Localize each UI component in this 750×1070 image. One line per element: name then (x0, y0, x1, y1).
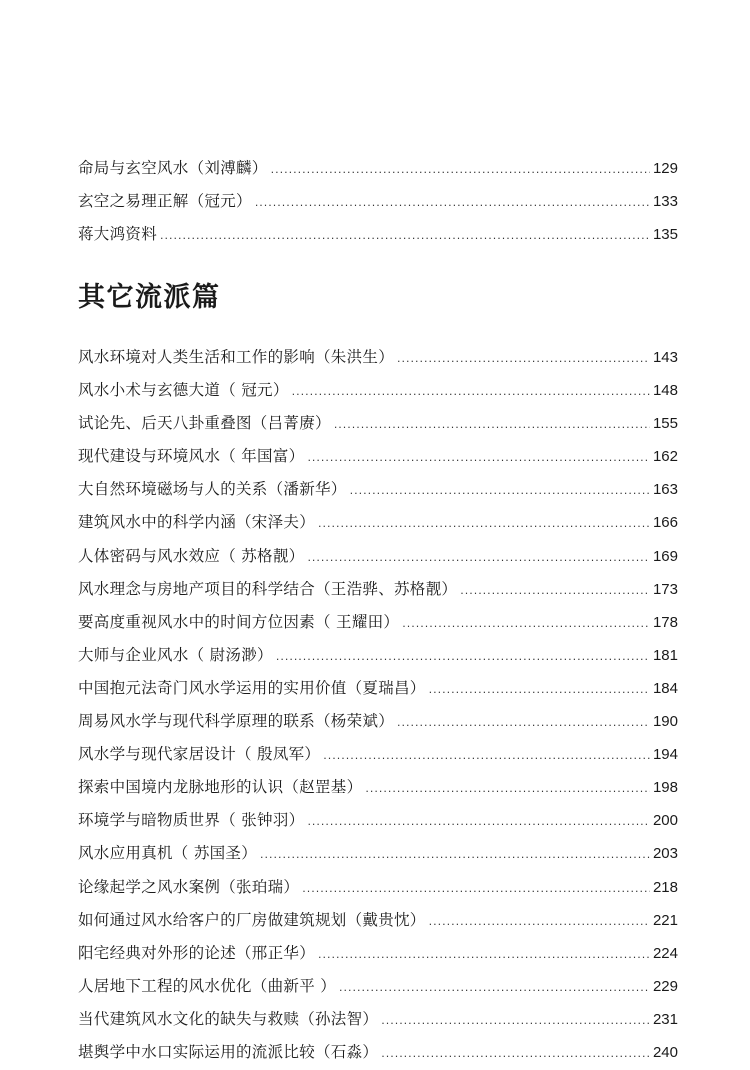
dot-leader (255, 186, 650, 219)
toc-entry[interactable] (78, 771, 678, 804)
entry-page-number: 181 (652, 646, 678, 664)
toc-entry[interactable] (78, 506, 678, 539)
dot-leader (381, 1037, 650, 1070)
entry-title: 论缘起学之风水案例（张珀瑞） (78, 877, 300, 896)
entry-page-number: 231 (652, 1010, 678, 1028)
toc-entry[interactable] (78, 639, 678, 672)
entry-title: 建筑风水中的科学内涵（宋泽夫） (78, 513, 316, 532)
entry-page-number: 143 (652, 349, 678, 366)
entry-page-number: 163 (652, 481, 678, 499)
dot-leader (402, 607, 650, 640)
dot-leader (429, 905, 650, 938)
toc-entry[interactable] (78, 1036, 678, 1069)
entry-title: 周易风水学与现代科学原理的联系（杨荣斌） (78, 712, 395, 731)
dot-leader (397, 342, 650, 375)
entry-title: 中国抱元法奇门风水学运用的实用价值（夏瑞昌） (78, 678, 426, 697)
entry-page-number: 169 (652, 547, 678, 565)
entry-title: 风水应用真机（ 苏国圣） (78, 844, 258, 863)
dot-leader (323, 739, 650, 772)
toc-entry[interactable] (78, 970, 678, 1003)
entry-title: 试论先、后天八卦重叠图（吕菁赓） (78, 414, 331, 433)
toc-entry[interactable] (78, 1003, 678, 1036)
entry-title: 风水小术与玄德大道（ 冠元） (78, 381, 289, 400)
entry-title: 当代建筑风水文化的缺失与救赎（孙法智） (78, 1009, 379, 1028)
toc-list-part1 (78, 152, 678, 251)
toc-entry[interactable] (78, 473, 678, 506)
section-heading: 其它流派篇 (78, 282, 221, 313)
dot-leader (350, 474, 650, 507)
dot-leader (365, 772, 650, 805)
dot-leader (334, 408, 650, 441)
entry-title: 风水理念与房地产项目的科学结合（王浩骅、苏格靓） (78, 579, 458, 598)
entry-page-number: 218 (652, 878, 678, 896)
entry-page-number: 221 (652, 911, 678, 929)
entry-title: 大自然环境磁场与人的关系（潘新华） (78, 480, 347, 499)
dot-leader (318, 507, 650, 540)
entry-page-number: 224 (652, 944, 678, 962)
entry-page-number: 166 (652, 514, 678, 532)
entry-page-number: 203 (652, 845, 678, 863)
dot-leader (381, 1004, 650, 1037)
entry-title: 探索中国境内龙脉地形的认识（赵罡基） (78, 778, 363, 797)
entry-page-number: 200 (652, 812, 678, 830)
dot-leader (271, 153, 650, 186)
entry-page-number: 198 (652, 779, 678, 797)
entry-title: 蒋大鸿资料 (78, 225, 158, 244)
entry-page-number: 229 (652, 977, 678, 995)
dot-leader (276, 640, 650, 673)
entry-title: 风水学与现代家居设计（ 殷凤军） (78, 745, 321, 764)
dot-leader (307, 541, 650, 574)
entry-page-number: 178 (652, 613, 678, 631)
entry-title: 现代建设与环境风水（ 年国富） (78, 447, 305, 466)
entry-title: 堪舆学中水口实际运用的流派比较（石淼） (78, 1042, 379, 1061)
entry-title: 阳宅经典对外形的论述（邢正华） (78, 943, 316, 962)
toc-entry[interactable] (78, 837, 678, 870)
entry-title: 命局与玄空风水（刘溥麟） (78, 159, 268, 177)
entry-page-number: 133 (652, 193, 678, 211)
dot-leader (160, 219, 650, 252)
dot-leader (429, 673, 650, 706)
entry-title: 环境学与暗物质世界（ 张钟羽） (78, 811, 305, 830)
toc-entry[interactable] (78, 218, 678, 251)
entry-page-number: 135 (652, 226, 678, 244)
toc-entry[interactable] (78, 804, 678, 837)
dot-leader (307, 441, 650, 474)
dot-leader (307, 805, 650, 838)
entry-page-number: 173 (652, 580, 678, 598)
toc-entry[interactable] (78, 573, 678, 606)
toc-entry[interactable] (78, 341, 678, 374)
entry-title: 人居地下工程的风水优化（曲新平 ） (78, 976, 337, 995)
toc-entry[interactable] (78, 540, 678, 573)
entry-title: 人体密码与风水效应（ 苏格靓） (78, 546, 305, 565)
entry-title: 如何通过风水给客户的厂房做建筑规划（戴贵忱） (78, 910, 426, 929)
dot-leader (302, 872, 650, 905)
toc-entry[interactable] (78, 871, 678, 904)
toc-entry[interactable] (78, 374, 678, 407)
entry-page-number: 184 (652, 679, 678, 697)
entry-page-number: 194 (652, 746, 678, 764)
toc-entry[interactable] (78, 185, 678, 218)
toc-entry[interactable] (78, 904, 678, 937)
dot-leader (339, 971, 650, 1004)
entry-page-number: 148 (652, 382, 678, 400)
toc-entry[interactable] (78, 407, 678, 440)
entry-page-number: 129 (652, 160, 678, 177)
toc-entry[interactable] (78, 672, 678, 705)
dot-leader (292, 375, 650, 408)
toc-entry[interactable] (78, 606, 678, 639)
dot-leader (460, 574, 650, 607)
dot-leader (397, 706, 650, 739)
toc-entry[interactable] (78, 738, 678, 771)
toc-entry[interactable] (78, 705, 678, 738)
toc-entry[interactable] (78, 152, 678, 185)
toc-list-part2 (78, 341, 678, 1069)
entry-page-number: 240 (652, 1043, 678, 1061)
entry-page-number: 155 (652, 415, 678, 433)
dot-leader (318, 938, 650, 971)
dot-leader (260, 838, 650, 871)
toc-entry[interactable] (78, 440, 678, 473)
entry-page-number: 190 (652, 713, 678, 731)
entry-title: 要高度重视风水中的时间方位因素（ 王耀田） (78, 612, 400, 631)
entry-title: 玄空之易理正解（冠元） (78, 192, 252, 211)
entry-title: 风水环境对人类生活和工作的影响（朱洪生） (78, 348, 395, 366)
entry-title: 大师与企业风水（ 尉汤渺） (78, 645, 273, 664)
entry-page-number: 162 (652, 448, 678, 466)
toc-entry[interactable] (78, 937, 678, 970)
